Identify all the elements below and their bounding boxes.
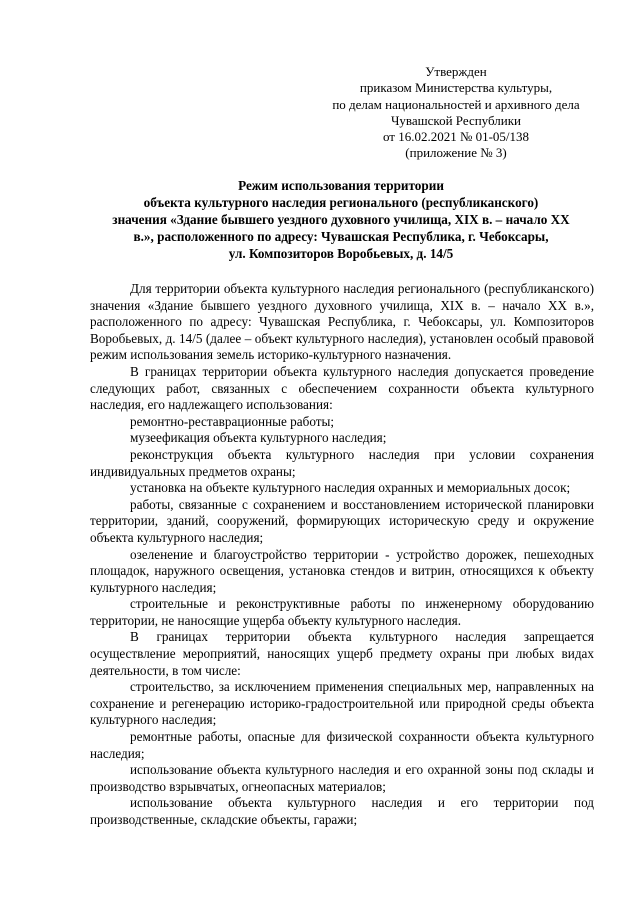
body-paragraph: строительные и реконструктивные работы по инженерному оборудованию территории, не наносящие ущерба объекту культурного наследия.	[90, 596, 594, 628]
body-paragraph: работы, связанные с сохранением и восстановлением исторической планировки территории, зданий, сооружений, формирующих историческую среду и окружение объекта культурного наследия;	[90, 496, 594, 545]
approval-line: Утвержден	[425, 64, 487, 79]
title-line: объекта культурного наследия регионального (республиканского)	[143, 195, 539, 210]
approval-line: по делам национальностей и архивного дела	[332, 96, 580, 112]
document-title	[78, 177, 604, 262]
body-paragraph: Для территории объекта культурного наследия регионального (республиканского) значения «Здание бывшего уездного духовного училища, XIX в. – начало XX в.», расположенного по адресу: Чувашская Республика, г. Чебоксары, ул. Композиторов Воробьевых, д. 14/5 (далее – объект культурного наследия), установлен особый правовой режим использования земель историко-культурного назначения.	[90, 281, 594, 363]
document-body	[90, 281, 594, 829]
body-paragraph: реконструкция объекта культурного наследия при условии сохранения индивидуальных предметов охраны;	[90, 446, 594, 479]
approval-line: от 16.02.2021 № 01-05/138	[382, 129, 530, 145]
approval-line: Чувашской Республики	[390, 112, 522, 128]
body-paragraph: ремонтно-реставрационные работы;	[130, 413, 335, 429]
approval-line: приказом Министерства культуры,	[359, 80, 553, 96]
body-paragraph: использование объекта культурного наследия и его территории под производственные, складские объекты, гаражи;	[90, 795, 594, 827]
body-paragraph: использование объекта культурного наследия и его охранной зоны под склады и производство взрывчатых, огнеопасных материалов;	[90, 762, 594, 794]
title-line: в.», расположенного по адресу: Чувашская Республика, г. Чебоксары,	[133, 229, 549, 244]
body-paragraph: строительство, за исключением применения специальных мер, направленных на сохранение и регенерацию историко-градостроительной или природной среды объекта культурного наследия;	[90, 679, 594, 728]
approval-line: (приложение № 3)	[405, 145, 507, 161]
title-line: Режим использования территории	[238, 178, 444, 193]
body-paragraph: установка на объекте культурного наследия охранных и мемориальных досок;	[130, 480, 571, 496]
body-paragraph: В границах территории объекта культурного наследия запрещается осуществление мероприятий, наносящих ущерб предмету охраны при любых видах деятельности, в том числе:	[90, 629, 594, 678]
title-line: значения «Здание бывшего уездного духовного училища, XIX в. – начало XX	[112, 212, 570, 227]
body-paragraph: музеефикация объекта культурного наследия;	[130, 430, 387, 446]
title-line: ул. Композиторов Воробьевых, д. 14/5	[228, 246, 454, 261]
body-paragraph: озеленение и благоустройство территории - устройство дорожек, пешеходных площадок, наружного освещения, установка стендов и витрин, относящихся к объекту культурного наследия;	[90, 546, 594, 595]
body-paragraph: В границах территории объекта культурного наследия допускается проведение следующих работ, связанных с обеспечением сохранности объекта культурного наследия, его надлежащего использования:	[90, 363, 594, 413]
body-paragraph: ремонтные работы, опасные для физической сохранности объекта культурного наследия;	[90, 729, 594, 761]
approval-block	[320, 64, 592, 162]
